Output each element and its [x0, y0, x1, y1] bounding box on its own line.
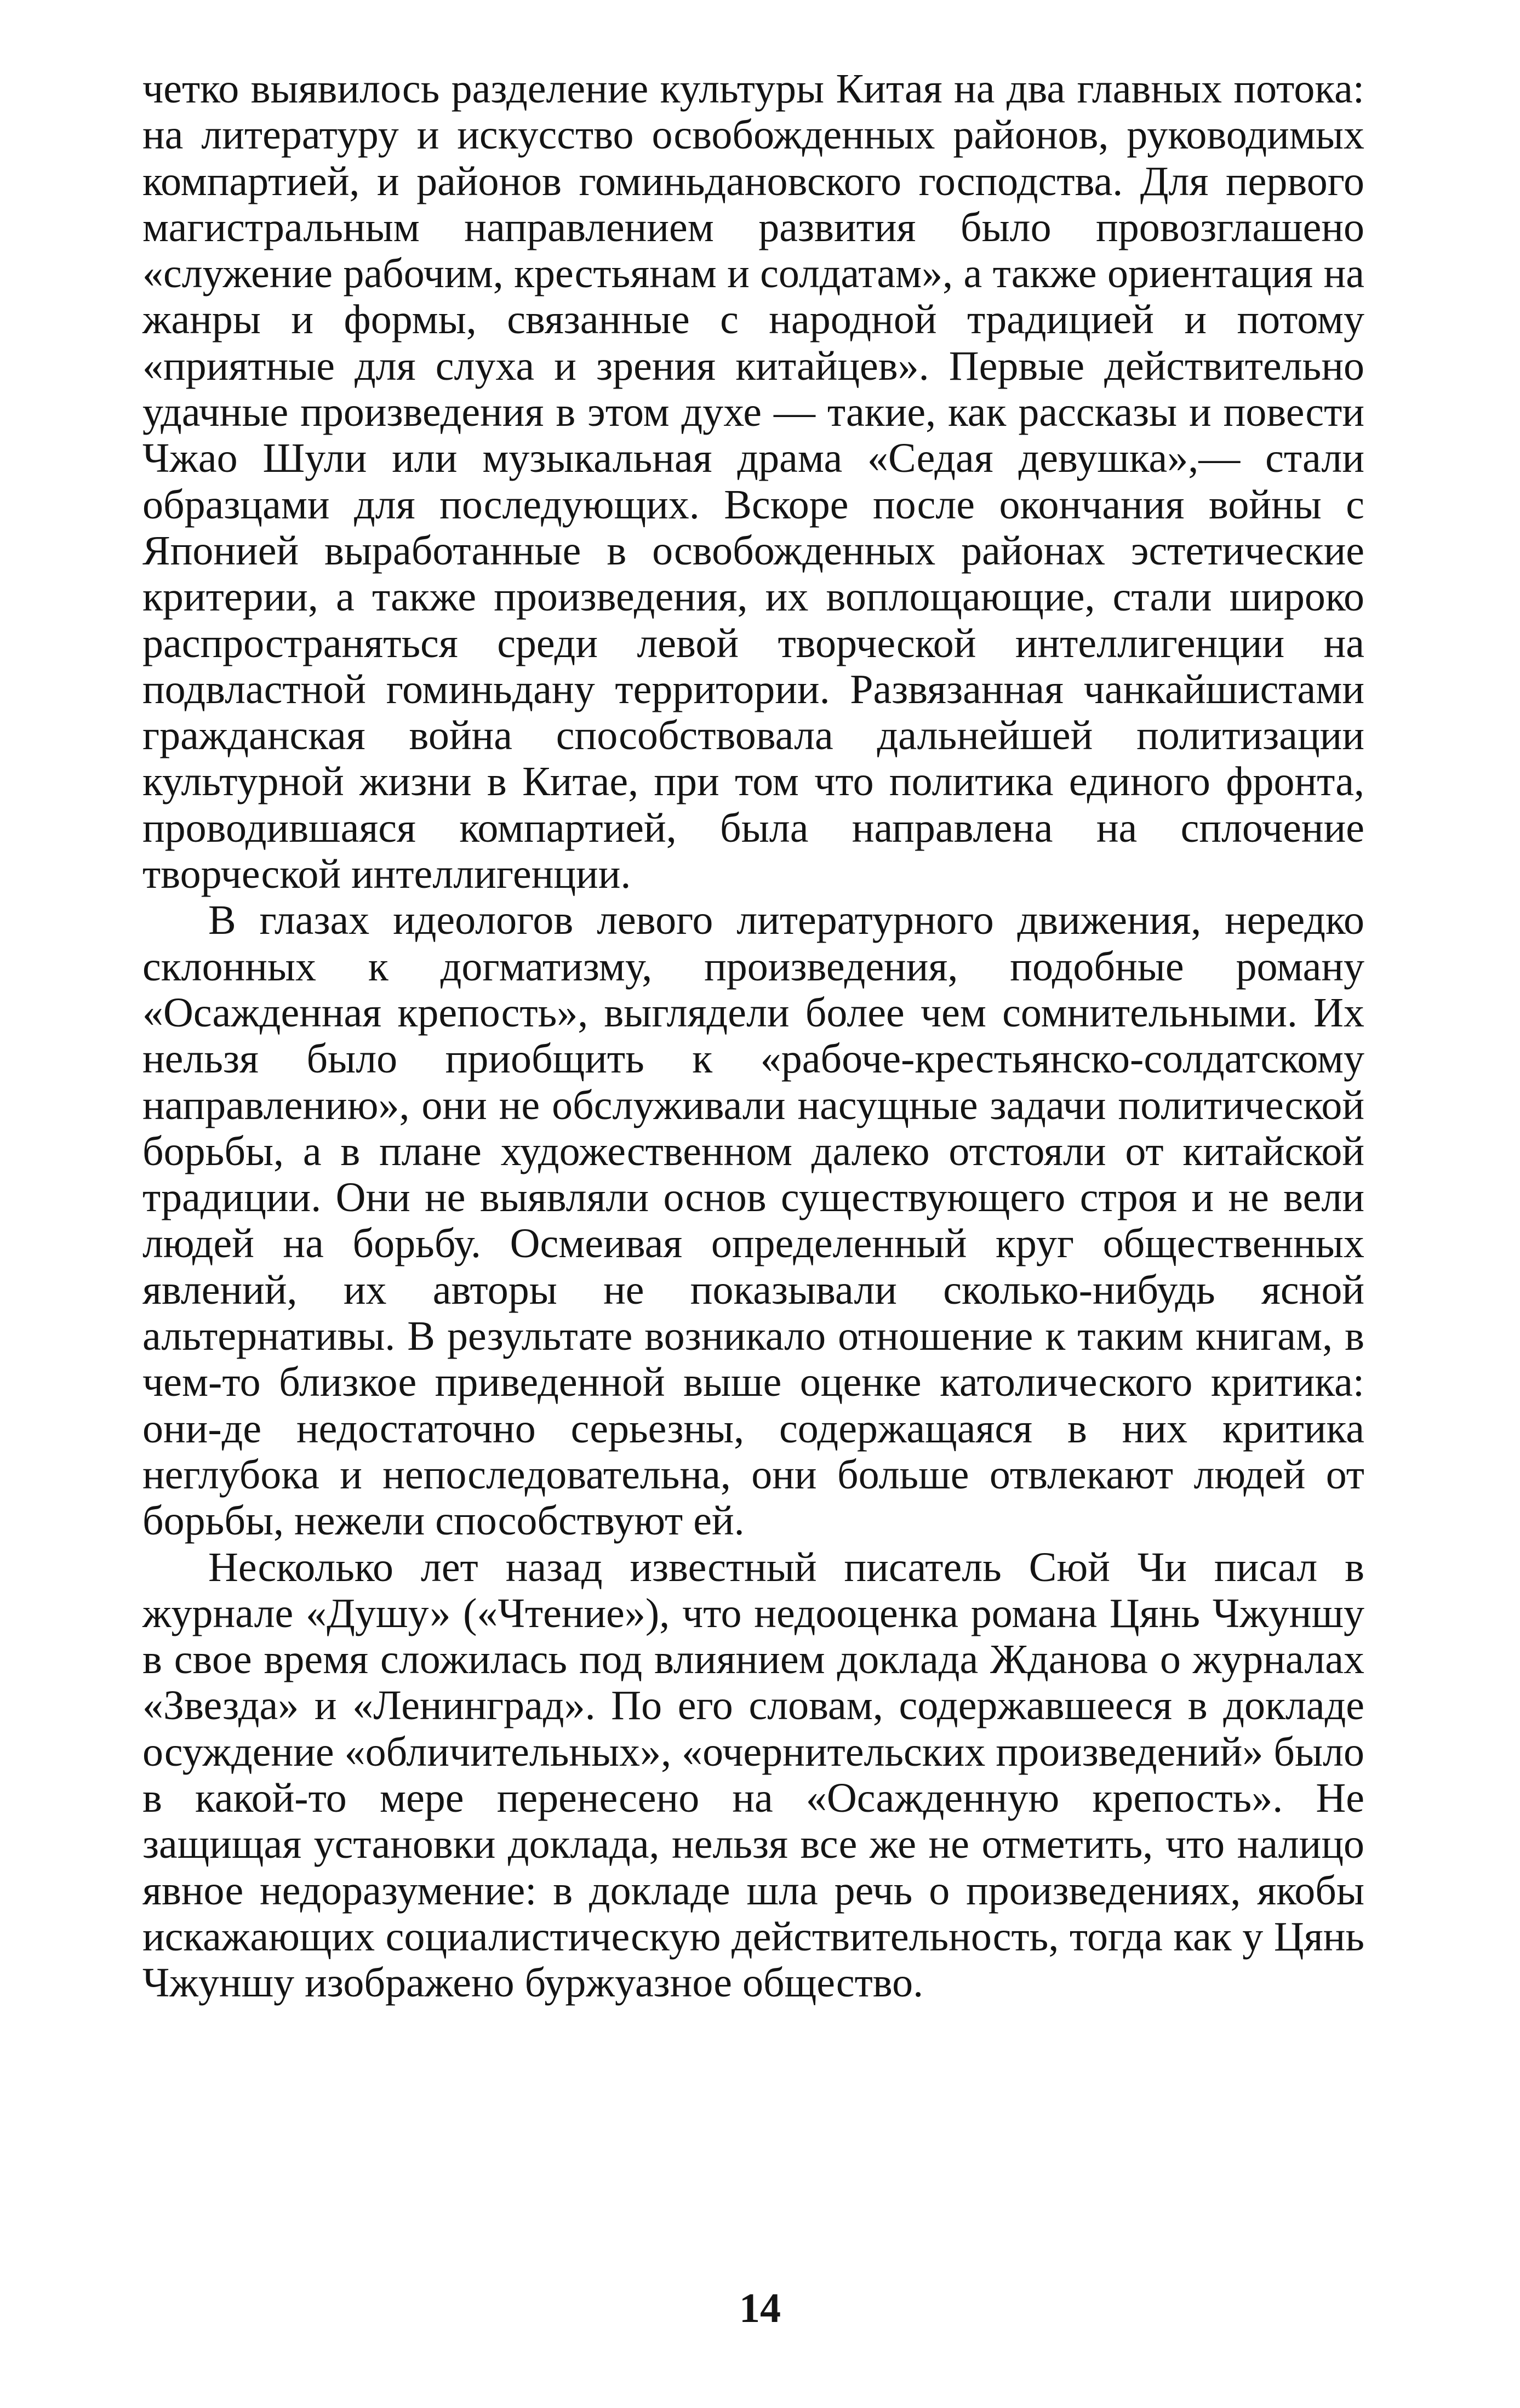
body-text: [142, 66, 1364, 2006]
page-number: 14: [739, 2285, 781, 2331]
paragraph-3: Несколько лет назад известный писатель Сюй Чи писал в журнале «Душу» («Чтение»), что недооценка романа Цянь Чжуншу в свое время сложилась под влиянием доклада Жданова о журналах «Звезда» и «Ленинград». По его словам, содержавшееся в докладе осуждение «обличительных», «очернительских произведений» было в какой-то мере перенесено на «Осажденную крепость». Не защищая установки доклада, нельзя все же не отметить, что налицо явное недоразумение: в докладе шла речь о произведениях, якобы искажающих социалистическую действительность, тогда как у Цянь Чжуншу изображено буржуазное общество.: [142, 1544, 1364, 2006]
paragraph-1: четко выявилось разделение культуры Китая на два главных потока: на литературу и искусство освобожденных районов, руководимых компартией, и районов гоминьдановского господства. Для первого магистральным направлением развития было провозглашено «служение рабочим, крестьянам и солдатам», а также ориентация на жанры и формы, связанные с народной традицией и потому «приятные для слуха и зрения китайцев». Первые действительно удачные произведения в этом духе — такие, как рассказы и повести Чжао Шули или музыкальная драма «Седая девушка»,— стали образцами для последующих. Вскоре после окончания войны с Японией выработанные в освобожденных районах эстетические критерии, а также произведения, их воплощающие, стали широко распространяться среди левой творческой интеллигенции на подвластной гоминьдану территории. Развязанная чанкайшистами гражданская война способствовала дальнейшей политизации культурной жизни в Китае, при том что политика единого фронта, проводившаяся компартией, была направлена на сплочение творческой интеллигенции.: [142, 66, 1364, 898]
paragraph-2: В глазах идеологов левого литературного движения, нередко склонных к догматизму, произведения, подобные роману «Осажденная крепость», выглядели более чем сомнительными. Их нельзя было приобщить к «рабоче-крестьянско-солдатскому направлению», они не обслуживали насущные задачи политической борьбы, а в плане художественном далеко отстояли от китайской традиции. Они не выявляли основ существующего строя и не вели людей на борьбу. Осмеивая определенный круг общественных явлений, их авторы не показывали сколько-нибудь ясной альтернативы. В результате возникало отношение к таким книгам, в чем-то близкое приведенной выше оценке католического критика: они-де недостаточно серьезны, содержащаяся в них критика неглубока и непоследовательна, они больше отвлекают людей от борьбы, нежели способствуют ей.: [142, 897, 1364, 1544]
